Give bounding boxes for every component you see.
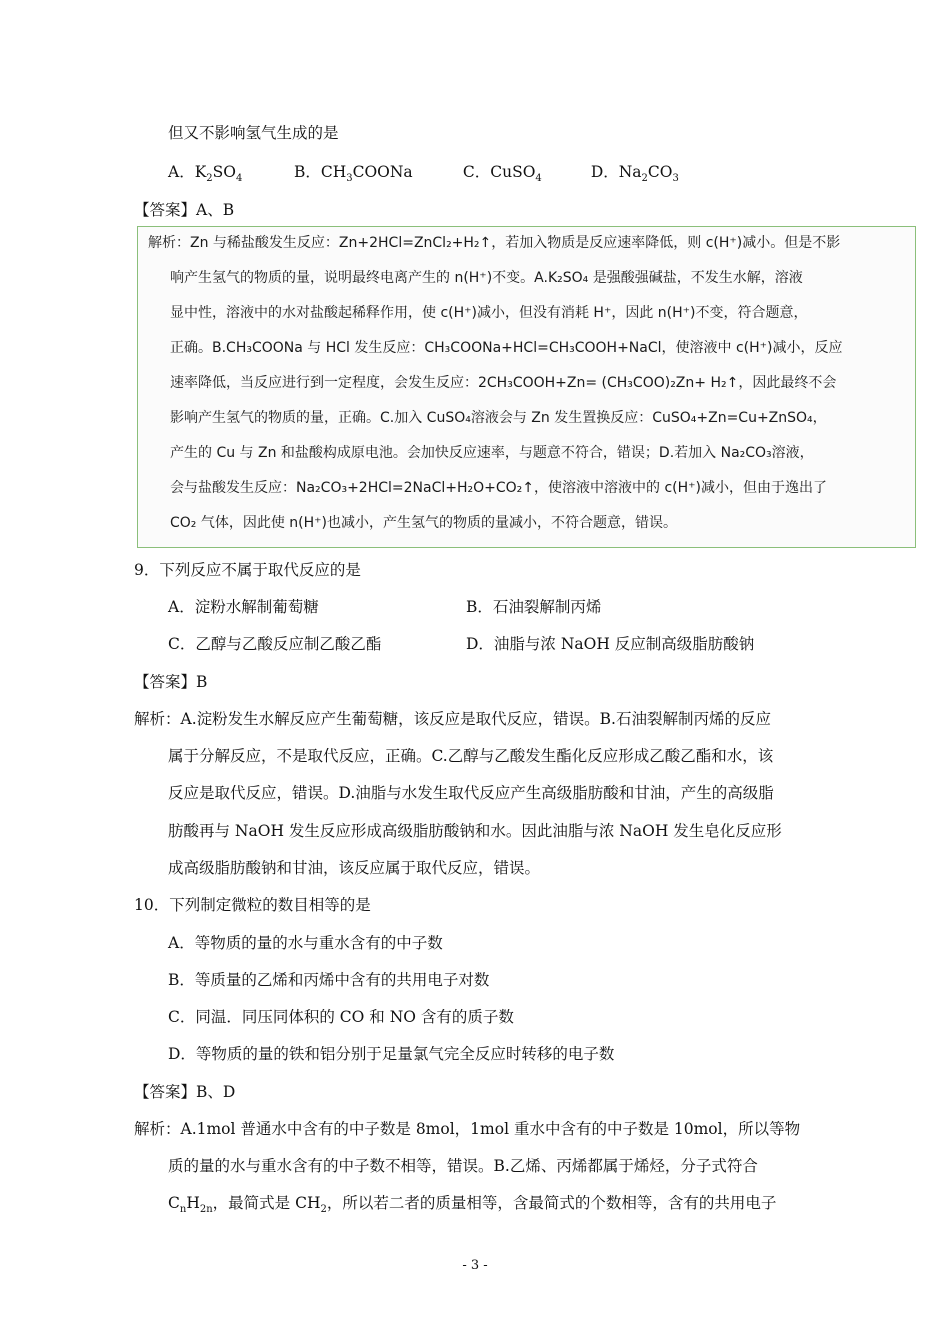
q9-explanation-line: 肪酸再与 NaOH 发生反应形成高级脂肪酸钠和水。因此油脂与浓 NaOH 发生皂化反应形 (168, 822, 782, 840)
explanation-line: 产生的 Cu 与 Zn 和盐酸构成原电池。会加快反应速率，与题意不符合，错误；D.若加入 Na₂CO₃溶液， (170, 445, 814, 461)
explanation-line: 影响产生氢气的物质的量，正确。C.加入 CuSO₄溶液会与 Zn 发生置换反应：CuSO₄+Zn=Cu+ZnSO₄， (170, 410, 827, 426)
explanation-line: CO₂ 气体，因此使 n(H⁺)也减小，产生氢气的物质的量减小，不符合题意，错误。 (170, 515, 678, 531)
q9-stem: 9．下列反应不属于取代反应的是 (134, 561, 361, 579)
q10-answer: 【答案】B、D (134, 1083, 236, 1101)
q10-stem: 10．下列制定微粒的数目相等的是 (134, 896, 371, 914)
q10-option-b: B．等质量的乙烯和丙烯中含有的共用电子对数 (168, 971, 490, 989)
explanation-line: 会与盐酸发生反应：Na₂CO₃+2HCl=2NaCl+H₂O+CO₂↑，使溶液中溶液中的 c(H⁺)减小，但由于逸出了 (170, 480, 828, 496)
q9-explanation-line: 解析：A.淀粉发生水解反应产生葡萄糖，该反应是取代反应，错误。B.石油裂解制丙烯的反应 (134, 710, 771, 728)
explanation-line: 响产生氢气的物质的量，说明最终电离产生的 n(H⁺)不变。A.K₂SO₄ 是强酸强碱盐，不发生水解，溶液 (170, 270, 803, 286)
q9-option-a: A．淀粉水解制葡萄糖 (168, 598, 319, 616)
explanation-line: 正确。B.CH₃COONa 与 HCl 发生反应：CH₃COONa+HCl=CH₃COOH+NaCl，使溶液中 c(H⁺)减小，反应 (170, 340, 843, 356)
q9-answer: 【答案】B (134, 673, 208, 691)
q10-explanation-line: 解析：A.1mol 普通水中含有的中子数是 8mol，1mol 重水中含有的中子数是 10mol，所以等物 (134, 1120, 801, 1138)
q9-option-d: D．油脂与浓 NaOH 反应制高级脂肪酸钠 (466, 635, 755, 653)
q9-explanation-line: 属于分解反应，不是取代反应，正确。C.乙醇与乙酸发生酯化反应形成乙酸乙酯和水，该 (168, 747, 774, 765)
q9-option-c: C．乙醇与乙酸反应制乙酸乙酯 (168, 635, 382, 653)
q8-explanation-image (137, 226, 916, 548)
q10-option-a: A．等物质的量的水与重水含有的中子数 (168, 934, 443, 952)
q8-answer: 【答案】A、B (134, 201, 235, 219)
q9-option-b: B．石油裂解制丙烯 (466, 598, 602, 616)
q8-option-b: B．$CH_3COONa$ (293, 163, 413, 184)
explanation-line: 速率降低，当反应进行到一定程度，会发生反应：2CH₃COOH+Zn= (CH₃COO)₂Zn+ H₂↑，因此最终不会 (170, 375, 837, 391)
explanation-line: 显中性，溶液中的水对盐酸起稀释作用，使 c(H⁺)减小，但没有消耗 H⁺，因此 n(H⁺)不变，符合题意， (170, 305, 808, 321)
q8-options (168, 162, 679, 182)
explanation-line: 解析：Zn 与稀盐酸发生反应：Zn+2HCl=ZnCl₂+H₂↑，若加入物质是反应速率降低，则 c(H⁺)减小。但是不影 (148, 235, 841, 251)
q8-option-d: D．$Na_2CO_3$ (590, 163, 679, 184)
q10-option-d: D．等物质的量的铁和铝分别于足量氯气完全反应时转移的电子数 (168, 1045, 615, 1063)
q10-explanation-line: 质的量的水与重水含有的中子数不相等，错误。B.乙烯、丙烯都属于烯烃，分子式符合 (168, 1157, 758, 1175)
q9-explanation-line: 反应是取代反应，错误。D.油脂与水发生取代反应产生高级脂肪酸和甘油，产生的高级脂 (168, 784, 774, 802)
q8-stem-continuation: 但又不影响氢气生成的是 (168, 124, 339, 142)
page-number: - 3 - (462, 1258, 488, 1273)
q8-option-a: A．$K_2SO_4$ (168, 163, 243, 184)
q10-option-c: C．同温．同压同体积的 CO 和 NO 含有的质子数 (168, 1008, 514, 1026)
q10-explanation-line: $C_nH_{2n}$，最简式是 $CH_2$，所以若二者的质量相等，含最简式的个数相等，含有的共用电子 (168, 1194, 777, 1215)
q9-explanation-line: 成高级脂肪酸钠和甘油，该反应属于取代反应，错误。 (168, 859, 541, 877)
q8-option-c: C．CuSO$_4$ (462, 163, 542, 184)
